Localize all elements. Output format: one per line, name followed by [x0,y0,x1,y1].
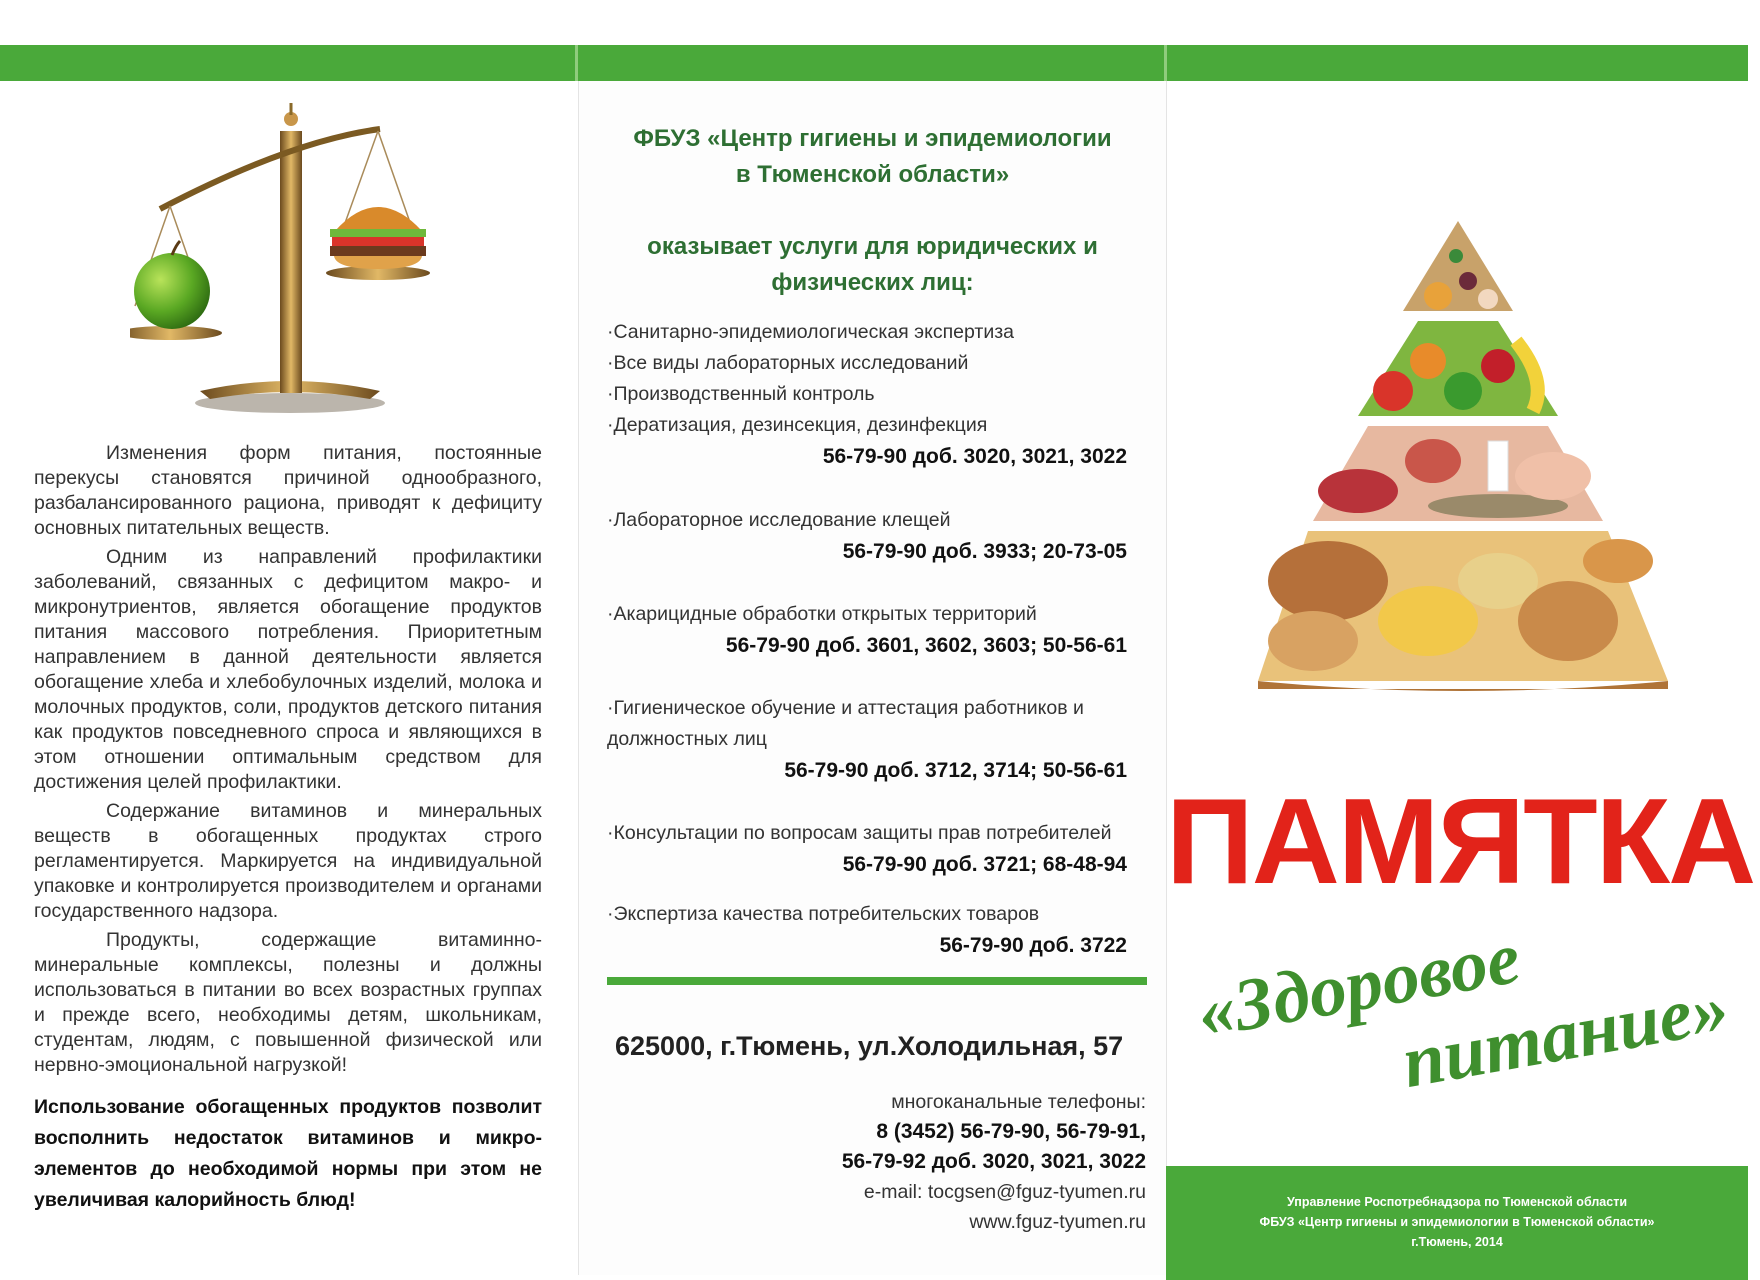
service-item: ·Лабораторное исследование клещей [607,509,951,531]
service-phone: 56-79-90 доб. 3933; 20-73-05 [842,540,1127,563]
brochure-title: ПАМЯТКА [1166,773,1755,909]
food-pyramid-illustration [1198,221,1718,721]
footer-line: Управление Роспотребнадзора по Тюменской области [1286,1195,1628,1209]
service-block [607,317,1127,472]
service-item: ·Все виды лабораторных исследований [607,352,969,374]
service-phone: 56-79-90 доб. 3601, 3602, 3603; 50-56-61 [725,634,1127,657]
service-item: должностных лиц [607,728,767,750]
article-paragraph: Одним из направлений профилактики заболеваний, связанных с дефицитом макро- и микронутриентов, является обогащение продуктов питания массового потребления. Приоритетным направлением в данной деятельности является обогащение хлеба и хлебобулочных изделий, молока и молочных продуктов, соли, продуктов детского питания как продуктов повседневного спроса и являющихся в этом отношении оптимальным средством для достижения целей профилактики. [34,546,542,793]
service-item: ·Дератизация, дезинсекция, дезинфекция [607,414,988,436]
subtitle-line: питание» [1396,966,1735,1105]
footer-line: ФБУЗ «Центр гигиены и эпидемиологии в Тюменской области» [1259,1215,1655,1229]
email-text: e-mail: tocgsen@fguz-tyumen.ru [863,1181,1146,1203]
subtitle-line: «Здоровое [1191,916,1526,1055]
service-block [607,818,1127,880]
left-article [34,441,542,1216]
services-heading-line: физических лиц: [771,269,974,296]
service-item: ·Консультации по вопросам защиты прав потребителей [607,822,1112,844]
article-paragraph: Содержание витаминов и минеральных веществ в обогащенных продуктах строго регламентируется. Маркируется на индивидуальной упаковке и контролируется производителем и органами государственного надзора. [34,800,542,922]
service-block [607,693,1127,786]
services-heading [579,229,1166,301]
service-phone: 56-79-90 доб. 3721; 68-48-94 [842,853,1127,876]
contacts-block [626,1087,1146,1237]
balance-scale-illustration [130,101,490,431]
footer-line: г.Тюмень, 2014 [1411,1235,1503,1249]
left-panel [0,81,575,1275]
website-text: www.fguz-tyumen.ru [969,1211,1146,1233]
middle-panel [578,81,1167,1275]
fold-line [575,45,578,81]
right-panel [1166,81,1755,1275]
org-title-line: ФБУЗ «Центр гигиены и эпидемиологии [633,125,1112,152]
burger-icon [330,207,426,269]
apple-icon [134,241,210,329]
service-item: ·Производственный контроль [607,383,875,405]
service-phone: 56-79-90 доб. 3722 [939,934,1127,957]
footer-band [1166,1166,1748,1280]
service-block [607,899,1127,961]
bold-conclusion [34,1092,542,1216]
contact-phones: 8 (3452) 56-79-90, 56-79-91, [876,1120,1146,1143]
contact-phones: 56-79-92 доб. 3020, 3021, 3022 [841,1150,1146,1173]
service-phone: 56-79-90 доб. 3712, 3714; 50-56-61 [784,759,1127,782]
org-title-line: в Тюменской области» [735,161,1010,188]
fold-line [1164,45,1167,81]
article-paragraph: Изменения форм питания, постоянные перекусы становятся причиной однообразного, разбалансированного рациона, приводят к дефициту основных питательных веществ. [34,442,542,539]
divider [607,977,1147,985]
top-green-band [0,45,1748,81]
food-pyramid-icon [1258,221,1668,691]
service-phone: 56-79-90 доб. 3020, 3021, 3022 [822,445,1127,468]
organization-title [579,121,1166,193]
service-item: ·Экспертиза качества потребительских товаров [607,903,1040,925]
service-item: ·Гигиеническое обучение и аттестация работников и [607,697,1084,719]
bold-conclusion-text: Использование обогащенных продуктов позволит восполнить недостаток витаминов и микро-элементов до необходимой нормы при этом не увеличивая калорийность блюд! [34,1096,542,1211]
service-block [607,599,1127,661]
service-item: ·Санитарно-эпидемиологическая экспертиза [607,321,1015,343]
address: 625000, г.Тюмень, ул.Холодильная, 57 [615,1031,1124,1061]
article-paragraph: Продукты, содержащие витаминно-минеральные комплексы, полезны и должны использоваться в питании во всех возрастных группах и прежде всего, необходимы детям, школьникам, студентам, людям, с повышенной физической или нервно-эмоциональной нагрузкой! [34,929,542,1076]
service-item: ·Акарицидные обработки открытых территорий [607,603,1037,625]
service-block [607,505,1127,567]
services-heading-line: оказывает услуги для юридических и [647,233,1098,260]
contacts-label: многоканальные телефоны: [891,1091,1146,1113]
